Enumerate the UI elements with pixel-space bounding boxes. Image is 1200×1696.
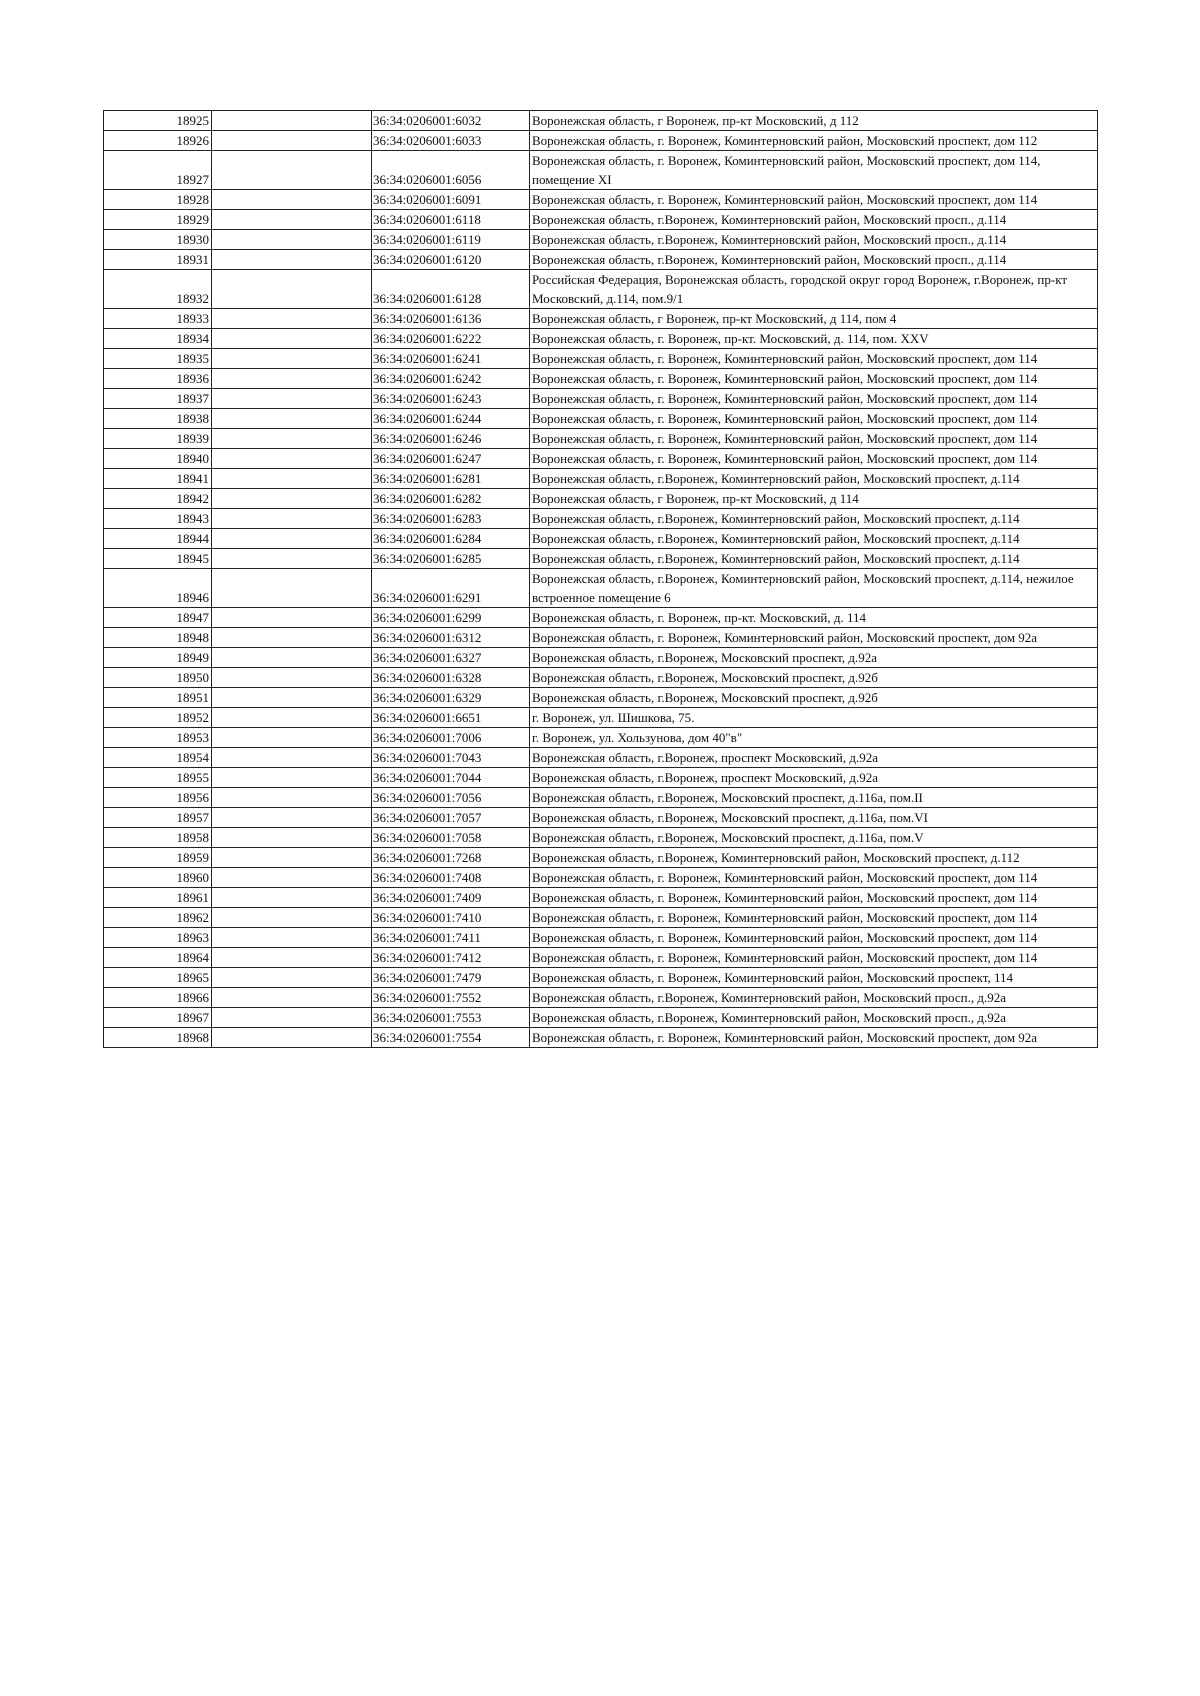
address-cell: Воронежская область, г.Воронеж, Коминтерновский район, Московский просп., д.92а	[530, 988, 1098, 1008]
address-cell: Воронежская область, г. Воронеж, Коминтерновский район, Московский проспект, дом 92а	[530, 628, 1098, 648]
cadastral-number-cell: 36:34:0206001:6651	[372, 708, 530, 728]
cadastral-number-cell: 36:34:0206001:6032	[372, 111, 530, 131]
empty-cell	[212, 908, 372, 928]
row-number-cell: 18926	[104, 131, 212, 151]
empty-cell	[212, 688, 372, 708]
cadastral-number-cell: 36:34:0206001:6281	[372, 469, 530, 489]
cadastral-number-cell: 36:34:0206001:7412	[372, 948, 530, 968]
table-row	[104, 190, 1098, 210]
cadastral-number-cell: 36:34:0206001:6056	[372, 151, 530, 190]
address-cell: Воронежская область, г. Воронеж, Коминтерновский район, Московский проспект, дом 114	[530, 369, 1098, 389]
empty-cell	[212, 509, 372, 529]
cadastral-number-cell: 36:34:0206001:6284	[372, 529, 530, 549]
address-cell: Воронежская область, г. Воронеж, Коминтерновский район, Московский проспект, дом 92а	[530, 1028, 1098, 1048]
empty-cell	[212, 768, 372, 788]
row-number-cell: 18956	[104, 788, 212, 808]
table-row	[104, 429, 1098, 449]
cadastral-number-cell: 36:34:0206001:6119	[372, 230, 530, 250]
table-row	[104, 210, 1098, 230]
address-cell: Воронежская область, г. Воронеж, Коминтерновский район, Московский проспект, дом 114	[530, 349, 1098, 369]
cadastral-number-cell: 36:34:0206001:6136	[372, 309, 530, 329]
address-cell: Воронежская область, г.Воронеж, Московский проспект, д.116а, пом.II	[530, 788, 1098, 808]
row-number-cell: 18949	[104, 648, 212, 668]
table-row	[104, 888, 1098, 908]
table-row	[104, 389, 1098, 409]
cadastral-number-cell: 36:34:0206001:6327	[372, 648, 530, 668]
cadastral-number-cell: 36:34:0206001:6329	[372, 688, 530, 708]
row-number-cell: 18931	[104, 250, 212, 270]
empty-cell	[212, 708, 372, 728]
address-cell: Воронежская область, г.Воронеж, Московский проспект, д.92б	[530, 668, 1098, 688]
empty-cell	[212, 489, 372, 509]
property-registry-body	[104, 111, 1098, 1048]
empty-cell	[212, 1028, 372, 1048]
empty-cell	[212, 349, 372, 369]
address-cell: Воронежская область, г. Воронеж, Коминтерновский район, Московский проспект, дом 114	[530, 449, 1098, 469]
table-row	[104, 449, 1098, 469]
row-number-cell: 18943	[104, 509, 212, 529]
cadastral-number-cell: 36:34:0206001:7554	[372, 1028, 530, 1048]
empty-cell	[212, 968, 372, 988]
row-number-cell: 18952	[104, 708, 212, 728]
empty-cell	[212, 250, 372, 270]
row-number-cell: 18927	[104, 151, 212, 190]
table-row	[104, 968, 1098, 988]
row-number-cell: 18953	[104, 728, 212, 748]
empty-cell	[212, 409, 372, 429]
address-cell: Воронежская область, г. Воронеж, Коминтерновский район, Московский проспект, дом 114	[530, 409, 1098, 429]
address-cell: Воронежская область, г. Воронеж, пр-кт. Московский, д. 114	[530, 608, 1098, 628]
row-number-cell: 18962	[104, 908, 212, 928]
row-number-cell: 18934	[104, 329, 212, 349]
cadastral-number-cell: 36:34:0206001:6242	[372, 369, 530, 389]
address-cell: Воронежская область, г.Воронеж, Московский проспект, д.116а, пом.VI	[530, 808, 1098, 828]
empty-cell	[212, 808, 372, 828]
empty-cell	[212, 788, 372, 808]
row-number-cell: 18936	[104, 369, 212, 389]
row-number-cell: 18932	[104, 270, 212, 309]
empty-cell	[212, 608, 372, 628]
row-number-cell: 18941	[104, 469, 212, 489]
empty-cell	[212, 888, 372, 908]
address-cell: Воронежская область, г.Воронеж, Коминтерновский район, Московский просп., д.114	[530, 210, 1098, 230]
cadastral-number-cell: 36:34:0206001:7268	[372, 848, 530, 868]
row-number-cell: 18939	[104, 429, 212, 449]
table-row	[104, 928, 1098, 948]
cadastral-number-cell: 36:34:0206001:7006	[372, 728, 530, 748]
empty-cell	[212, 369, 372, 389]
empty-cell	[212, 270, 372, 309]
row-number-cell: 18948	[104, 628, 212, 648]
cadastral-number-cell: 36:34:0206001:6033	[372, 131, 530, 151]
address-cell: Воронежская область, г.Воронеж, Коминтерновский район, Московский проспект, д.114	[530, 509, 1098, 529]
table-row	[104, 409, 1098, 429]
empty-cell	[212, 549, 372, 569]
table-row	[104, 768, 1098, 788]
address-cell: Воронежская область, г.Воронеж, проспект Московский, д.92а	[530, 768, 1098, 788]
address-cell: Воронежская область, г. Воронеж, Коминтерновский район, Московский проспект, дом 114	[530, 868, 1098, 888]
address-cell: г. Воронеж, ул. Шишкова, 75.	[530, 708, 1098, 728]
address-cell: г. Воронеж, ул. Хользунова, дом 40"в"	[530, 728, 1098, 748]
row-number-cell: 18928	[104, 190, 212, 210]
address-cell: Воронежская область, г. Воронеж, Коминтерновский район, Московский проспект, дом 114	[530, 908, 1098, 928]
empty-cell	[212, 868, 372, 888]
row-number-cell: 18940	[104, 449, 212, 469]
empty-cell	[212, 329, 372, 349]
address-cell: Российская Федерация, Воронежская область, городской округ город Воронеж, г.Воронеж, пр-кт Московский, д.114, пом.9/1	[530, 270, 1098, 309]
table-row	[104, 549, 1098, 569]
empty-cell	[212, 529, 372, 549]
empty-cell	[212, 429, 372, 449]
row-number-cell: 18930	[104, 230, 212, 250]
property-registry-table	[103, 110, 1098, 1048]
table-row	[104, 309, 1098, 329]
address-cell: Воронежская область, г. Воронеж, Коминтерновский район, Московский проспект, 114	[530, 968, 1098, 988]
address-cell: Воронежская область, г. Воронеж, Коминтерновский район, Московский проспект, дом 114	[530, 928, 1098, 948]
table-row	[104, 608, 1098, 628]
address-cell: Воронежская область, г. Воронеж, Коминтерновский район, Московский проспект, дом 112	[530, 131, 1098, 151]
table-row	[104, 948, 1098, 968]
table-row	[104, 469, 1098, 489]
row-number-cell: 18954	[104, 748, 212, 768]
row-number-cell: 18963	[104, 928, 212, 948]
address-cell: Воронежская область, г.Воронеж, Московский проспект, д.92а	[530, 648, 1098, 668]
empty-cell	[212, 628, 372, 648]
cadastral-number-cell: 36:34:0206001:6247	[372, 449, 530, 469]
row-number-cell: 18951	[104, 688, 212, 708]
address-cell: Воронежская область, г.Воронеж, Коминтерновский район, Московский просп., д.114	[530, 230, 1098, 250]
address-cell: Воронежская область, г Воронеж, пр-кт Московский, д 114, пом 4	[530, 309, 1098, 329]
address-cell: Воронежская область, г.Воронеж, Коминтерновский район, Московский просп., д.92а	[530, 1008, 1098, 1028]
address-cell: Воронежская область, г.Воронеж, Коминтерновский район, Московский проспект, д.112	[530, 848, 1098, 868]
table-row	[104, 349, 1098, 369]
cadastral-number-cell: 36:34:0206001:6091	[372, 190, 530, 210]
table-row	[104, 788, 1098, 808]
row-number-cell: 18944	[104, 529, 212, 549]
table-row	[104, 868, 1098, 888]
row-number-cell: 18933	[104, 309, 212, 329]
address-cell: Воронежская область, г.Воронеж, Коминтерновский район, Московский проспект, д.114	[530, 549, 1098, 569]
cadastral-number-cell: 36:34:0206001:7044	[372, 768, 530, 788]
cadastral-number-cell: 36:34:0206001:7408	[372, 868, 530, 888]
cadastral-number-cell: 36:34:0206001:7056	[372, 788, 530, 808]
cadastral-number-cell: 36:34:0206001:7553	[372, 1008, 530, 1028]
table-row	[104, 808, 1098, 828]
table-row	[104, 1028, 1098, 1048]
empty-cell	[212, 728, 372, 748]
empty-cell	[212, 668, 372, 688]
cadastral-number-cell: 36:34:0206001:7411	[372, 928, 530, 948]
empty-cell	[212, 848, 372, 868]
empty-cell	[212, 151, 372, 190]
empty-cell	[212, 230, 372, 250]
address-cell: Воронежская область, г. Воронеж, Коминтерновский район, Московский проспект, дом 114	[530, 389, 1098, 409]
empty-cell	[212, 131, 372, 151]
row-number-cell: 18935	[104, 349, 212, 369]
row-number-cell: 18960	[104, 868, 212, 888]
table-row	[104, 748, 1098, 768]
empty-cell	[212, 389, 372, 409]
row-number-cell: 18959	[104, 848, 212, 868]
empty-cell	[212, 190, 372, 210]
cadastral-number-cell: 36:34:0206001:6246	[372, 429, 530, 449]
empty-cell	[212, 309, 372, 329]
table-row	[104, 111, 1098, 131]
cadastral-number-cell: 36:34:0206001:6241	[372, 349, 530, 369]
table-row	[104, 728, 1098, 748]
table-row	[104, 230, 1098, 250]
cadastral-number-cell: 36:34:0206001:6128	[372, 270, 530, 309]
row-number-cell: 18966	[104, 988, 212, 1008]
empty-cell	[212, 748, 372, 768]
row-number-cell: 18958	[104, 828, 212, 848]
table-row	[104, 369, 1098, 389]
table-row	[104, 1008, 1098, 1028]
table-row	[104, 668, 1098, 688]
address-cell: Воронежская область, г. Воронеж, Коминтерновский район, Московский проспект, дом 114	[530, 429, 1098, 449]
cadastral-number-cell: 36:34:0206001:7479	[372, 968, 530, 988]
row-number-cell: 18955	[104, 768, 212, 788]
cadastral-number-cell: 36:34:0206001:6285	[372, 549, 530, 569]
table-row	[104, 329, 1098, 349]
row-number-cell: 18965	[104, 968, 212, 988]
table-row	[104, 628, 1098, 648]
address-cell: Воронежская область, г. Воронеж, Коминтерновский район, Московский проспект, дом 114	[530, 948, 1098, 968]
address-cell: Воронежская область, г.Воронеж, Московский проспект, д.92б	[530, 688, 1098, 708]
cadastral-number-cell: 36:34:0206001:7043	[372, 748, 530, 768]
address-cell: Воронежская область, г. Воронеж, Коминтерновский район, Московский проспект, дом 114, помещение XI	[530, 151, 1098, 190]
empty-cell	[212, 648, 372, 668]
address-cell: Воронежская область, г Воронеж, пр-кт Московский, д 114	[530, 489, 1098, 509]
cadastral-number-cell: 36:34:0206001:6118	[372, 210, 530, 230]
address-cell: Воронежская область, г.Воронеж, Коминтерновский район, Московский просп., д.114	[530, 250, 1098, 270]
cadastral-number-cell: 36:34:0206001:7552	[372, 988, 530, 1008]
row-number-cell: 18947	[104, 608, 212, 628]
empty-cell	[212, 569, 372, 608]
table-row	[104, 270, 1098, 309]
table-row	[104, 529, 1098, 549]
cadastral-number-cell: 36:34:0206001:6328	[372, 668, 530, 688]
cadastral-number-cell: 36:34:0206001:7058	[372, 828, 530, 848]
empty-cell	[212, 469, 372, 489]
table-row	[104, 988, 1098, 1008]
table-row	[104, 688, 1098, 708]
table-row	[104, 848, 1098, 868]
empty-cell	[212, 928, 372, 948]
cadastral-number-cell: 36:34:0206001:7410	[372, 908, 530, 928]
row-number-cell: 18957	[104, 808, 212, 828]
empty-cell	[212, 1008, 372, 1028]
row-number-cell: 18937	[104, 389, 212, 409]
empty-cell	[212, 111, 372, 131]
cadastral-number-cell: 36:34:0206001:6299	[372, 608, 530, 628]
empty-cell	[212, 828, 372, 848]
cadastral-number-cell: 36:34:0206001:6120	[372, 250, 530, 270]
row-number-cell: 18942	[104, 489, 212, 509]
row-number-cell: 18964	[104, 948, 212, 968]
cadastral-number-cell: 36:34:0206001:6312	[372, 628, 530, 648]
cadastral-number-cell: 36:34:0206001:6283	[372, 509, 530, 529]
cadastral-number-cell: 36:34:0206001:7057	[372, 808, 530, 828]
table-row	[104, 131, 1098, 151]
table-row	[104, 250, 1098, 270]
table-row	[104, 828, 1098, 848]
address-cell: Воронежская область, г. Воронеж, Коминтерновский район, Московский проспект, дом 114	[530, 888, 1098, 908]
cadastral-number-cell: 36:34:0206001:6282	[372, 489, 530, 509]
address-cell: Воронежская область, г.Воронеж, проспект Московский, д.92а	[530, 748, 1098, 768]
cadastral-number-cell: 36:34:0206001:7409	[372, 888, 530, 908]
table-row	[104, 569, 1098, 608]
row-number-cell: 18925	[104, 111, 212, 131]
address-cell: Воронежская область, г. Воронеж, пр-кт. Московский, д. 114, пом. XXV	[530, 329, 1098, 349]
row-number-cell: 18967	[104, 1008, 212, 1028]
address-cell: Воронежская область, г. Воронеж, Коминтерновский район, Московский проспект, дом 114	[530, 190, 1098, 210]
row-number-cell: 18946	[104, 569, 212, 608]
row-number-cell: 18938	[104, 409, 212, 429]
cadastral-number-cell: 36:34:0206001:6243	[372, 389, 530, 409]
table-row	[104, 509, 1098, 529]
empty-cell	[212, 988, 372, 1008]
address-cell: Воронежская область, г.Воронеж, Коминтерновский район, Московский проспект, д.114	[530, 469, 1098, 489]
table-row	[104, 908, 1098, 928]
address-cell: Воронежская область, г Воронеж, пр-кт Московский, д 112	[530, 111, 1098, 131]
address-cell: Воронежская область, г.Воронеж, Коминтерновский район, Московский проспект, д.114	[530, 529, 1098, 549]
empty-cell	[212, 210, 372, 230]
address-cell: Воронежская область, г.Воронеж, Московский проспект, д.116а, пом.V	[530, 828, 1098, 848]
row-number-cell: 18929	[104, 210, 212, 230]
row-number-cell: 18950	[104, 668, 212, 688]
empty-cell	[212, 948, 372, 968]
cadastral-number-cell: 36:34:0206001:6244	[372, 409, 530, 429]
table-row	[104, 708, 1098, 728]
table-row	[104, 489, 1098, 509]
row-number-cell: 18968	[104, 1028, 212, 1048]
empty-cell	[212, 449, 372, 469]
row-number-cell: 18945	[104, 549, 212, 569]
cadastral-number-cell: 36:34:0206001:6222	[372, 329, 530, 349]
address-cell: Воронежская область, г.Воронеж, Коминтерновский район, Московский проспект, д.114, нежилое встроенное помещение 6	[530, 569, 1098, 608]
row-number-cell: 18961	[104, 888, 212, 908]
table-row	[104, 648, 1098, 668]
table-row	[104, 151, 1098, 190]
cadastral-number-cell: 36:34:0206001:6291	[372, 569, 530, 608]
